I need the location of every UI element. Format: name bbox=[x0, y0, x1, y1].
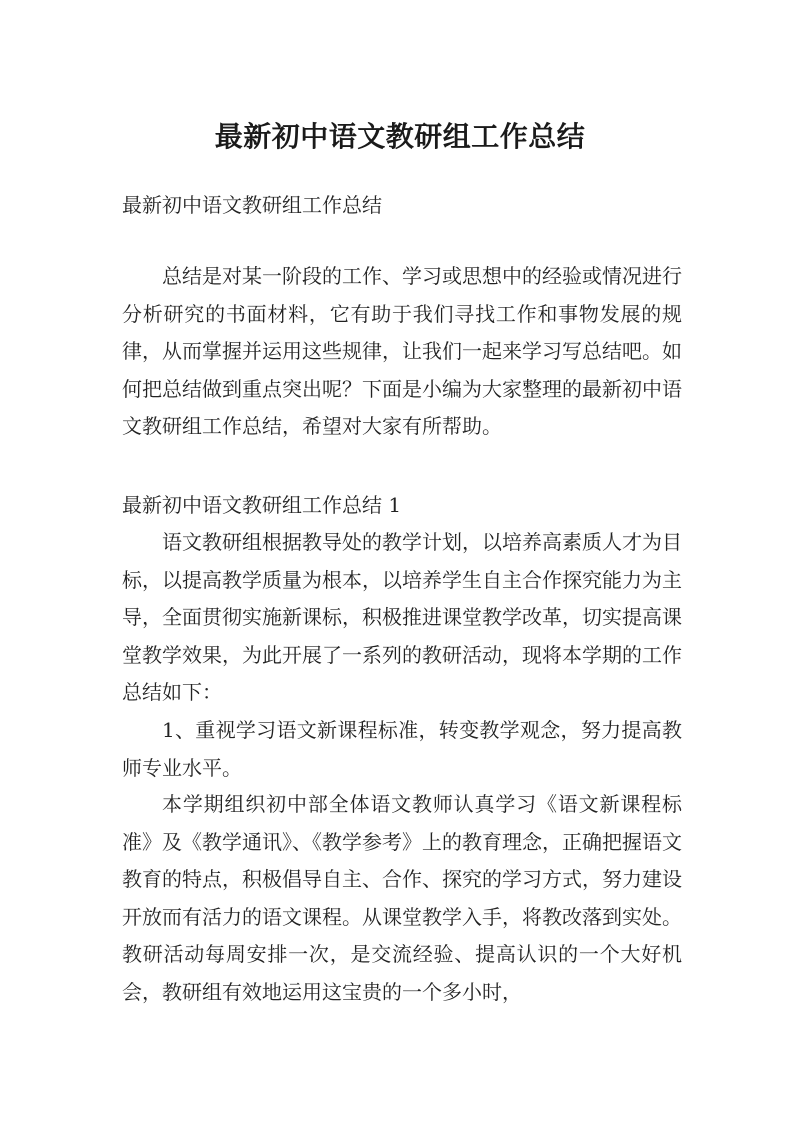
document-title: 最新初中语文教研组工作总结 bbox=[214, 119, 586, 153]
section-heading: 最新初中语文教研组工作总结 1 bbox=[122, 493, 402, 517]
body-paragraph-3: 本学期组织初中部全体语文教师认真学习《语文新课程标准》及《教学通讯》、《教学参考》上的教育理念，正确把握语文教育的特点，积极倡导自主、合作、探究的学习方式，努力建设开放而有活力的语文课程。从课堂教学入手，将教改落到实处。教研活动每周安排一次，是交流经验、提高认识的一个大好机会，教研组有效地运用这宝贵的一个多小时， bbox=[122, 792, 682, 1004]
body-paragraph-2: 1、重视学习语文新课程标准，转变教学观念，努力提高教师专业水平。 bbox=[122, 718, 682, 780]
document-subtitle: 最新初中语文教研组工作总结 bbox=[122, 193, 382, 217]
intro-paragraph: 总结是对某一阶段的工作、学习或思想中的经验或情况进行分析研究的书面材料，它有助于我们寻找工作和事物发展的规律，从而掌握并运用这些规律，让我们一起来学习写总结吧。如何把总结做到重点突出呢？下面是小编为大家整理的最新初中语文教研组工作总结，希望对大家有所帮助。 bbox=[122, 264, 682, 438]
body-paragraph-1: 语文教研组根据教导处的教学计划，以培养高素质人才为目标，以提高教学质量为根本，以培养学生自主合作探究能力为主导，全面贯彻实施新课标，积极推进课堂教学改革，切实提高课堂教学效果，为此开展了一系列的教研活动，现将本学期的工作总结如下： bbox=[122, 530, 682, 704]
